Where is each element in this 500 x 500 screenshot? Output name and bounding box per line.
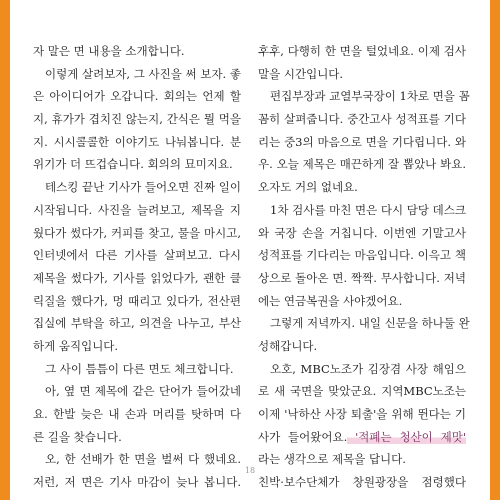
text-line: 위기가 더 뜨겁습니다. 회의의 묘미지요. [33,157,233,172]
text-line: 리는 중3의 마음으로 면을 기다립니다. 와 [258,134,466,149]
text-segment: 사가 들어왔어요. [258,429,348,444]
text-line: 자 말은 면 내용을 소개합니다. [33,44,185,58]
right-column [258,40,470,494]
text-line: 이렇게 살려보자, 그 사진을 써 보자. 좋 [45,66,241,81]
text-line: 상으로 돌아온 면. 짝짝. 무사합니다. 저녁 [258,270,466,285]
text-line: 오호, MBC노조가 김장겸 사장 해임으 [270,361,466,376]
text-line: 요. 한발 늦은 내 손과 머리를 탓하며 다 [33,407,241,421]
text-line: 오자도 거의 없네요. [258,180,358,195]
text-line: 테스킹 끝난 기사가 들어오면 진짜 일이 [45,180,242,195]
text-line: 1차 검사를 마친 면은 다시 담당 데스크 [270,202,466,217]
text-line: 와 국장 손을 거칩니다. 이번엔 기말고사 [258,225,466,240]
highlighted-phrase: '적폐는 청산이 제맛' [347,429,466,444]
text-line: 그 사이 틈틈이 다른 면도 체크합니다. [45,361,234,376]
text-line: 은 아이디어가 오갑니다. 회의는 언제 할 [33,89,241,104]
text-line: 우. 오늘 제목은 매끈하게 잘 뽑았나 봐요. [258,157,466,172]
text-line: 웠다가 썼다가, 커피를 찾고, 물을 마시고, [33,225,241,240]
text-line: 지. 시시콜콜한 이야기도 나눠봅니다. 분 [33,134,241,149]
text-line: 성적표를 기다리는 마음입니다. 이윽고 책 [258,248,466,263]
text-line: 인터넷에서 다른 기사를 살펴보고. 다시 [33,248,241,263]
text-line: 성해갑니다. [258,338,318,353]
text-line: 로 새 국면을 맞았군요. 지역MBC노조는 [258,384,466,399]
left-column [33,40,241,494]
text-line: 라는 생각으로 제목을 답니다. [258,452,406,467]
text-line: 친박·보수단체가 창원광장을 점령했다 [258,475,466,490]
text-line: 편집부장과 교열부국장이 1차로 면을 꼼 [270,89,470,104]
text-line: 꼼히 살펴줍니다. 중간고사 성적표를 기다 [258,112,466,127]
text-line: 이제 '낙하산 사장 퇴출'을 위해 뛴다는 기 [258,407,466,421]
text-line: 말을 시간입니다. [258,66,344,81]
text-line: 아, 옆 면 제목에 같은 단어가 들어갔네 [45,384,241,399]
text-line: 그렇게 저녁까지. 내일 신문을 하나둘 완 [270,316,470,331]
text-line: 후후, 다행히 한 면을 털었네요. 이제 검사 [258,44,466,58]
text-line: 하게 움직입니다. [33,338,119,353]
text-line: 오, 한 선배가 한 면을 벌써 다 했네요. [45,452,241,467]
text-line [258,426,466,449]
page-number: 18 [244,466,256,475]
text-line: 지, 휴가가 겹치진 않는지, 간식은 뭘 먹을 [33,112,241,127]
text-line: 에는 연금복권을 사야겠어요. [258,293,403,308]
text-line: 저런, 저 면은 기사 마감이 늦나 봅니다. [33,475,241,490]
document-page [10,0,490,500]
text-line: 시작됩니다. 사진을 늘려보고, 제목을 지 [33,202,241,217]
text-line: 집실에 부탁을 하고, 의견을 나누고, 부산 [33,316,241,331]
text-line: 릭질을 했다가, 멍 때리고 있다가, 전산편 [33,293,241,308]
text-line: 제목을 썼다가, 기사를 읽었다가, 괜한 클 [33,270,241,285]
text-line: 른 길을 찾습니다. [33,429,122,444]
